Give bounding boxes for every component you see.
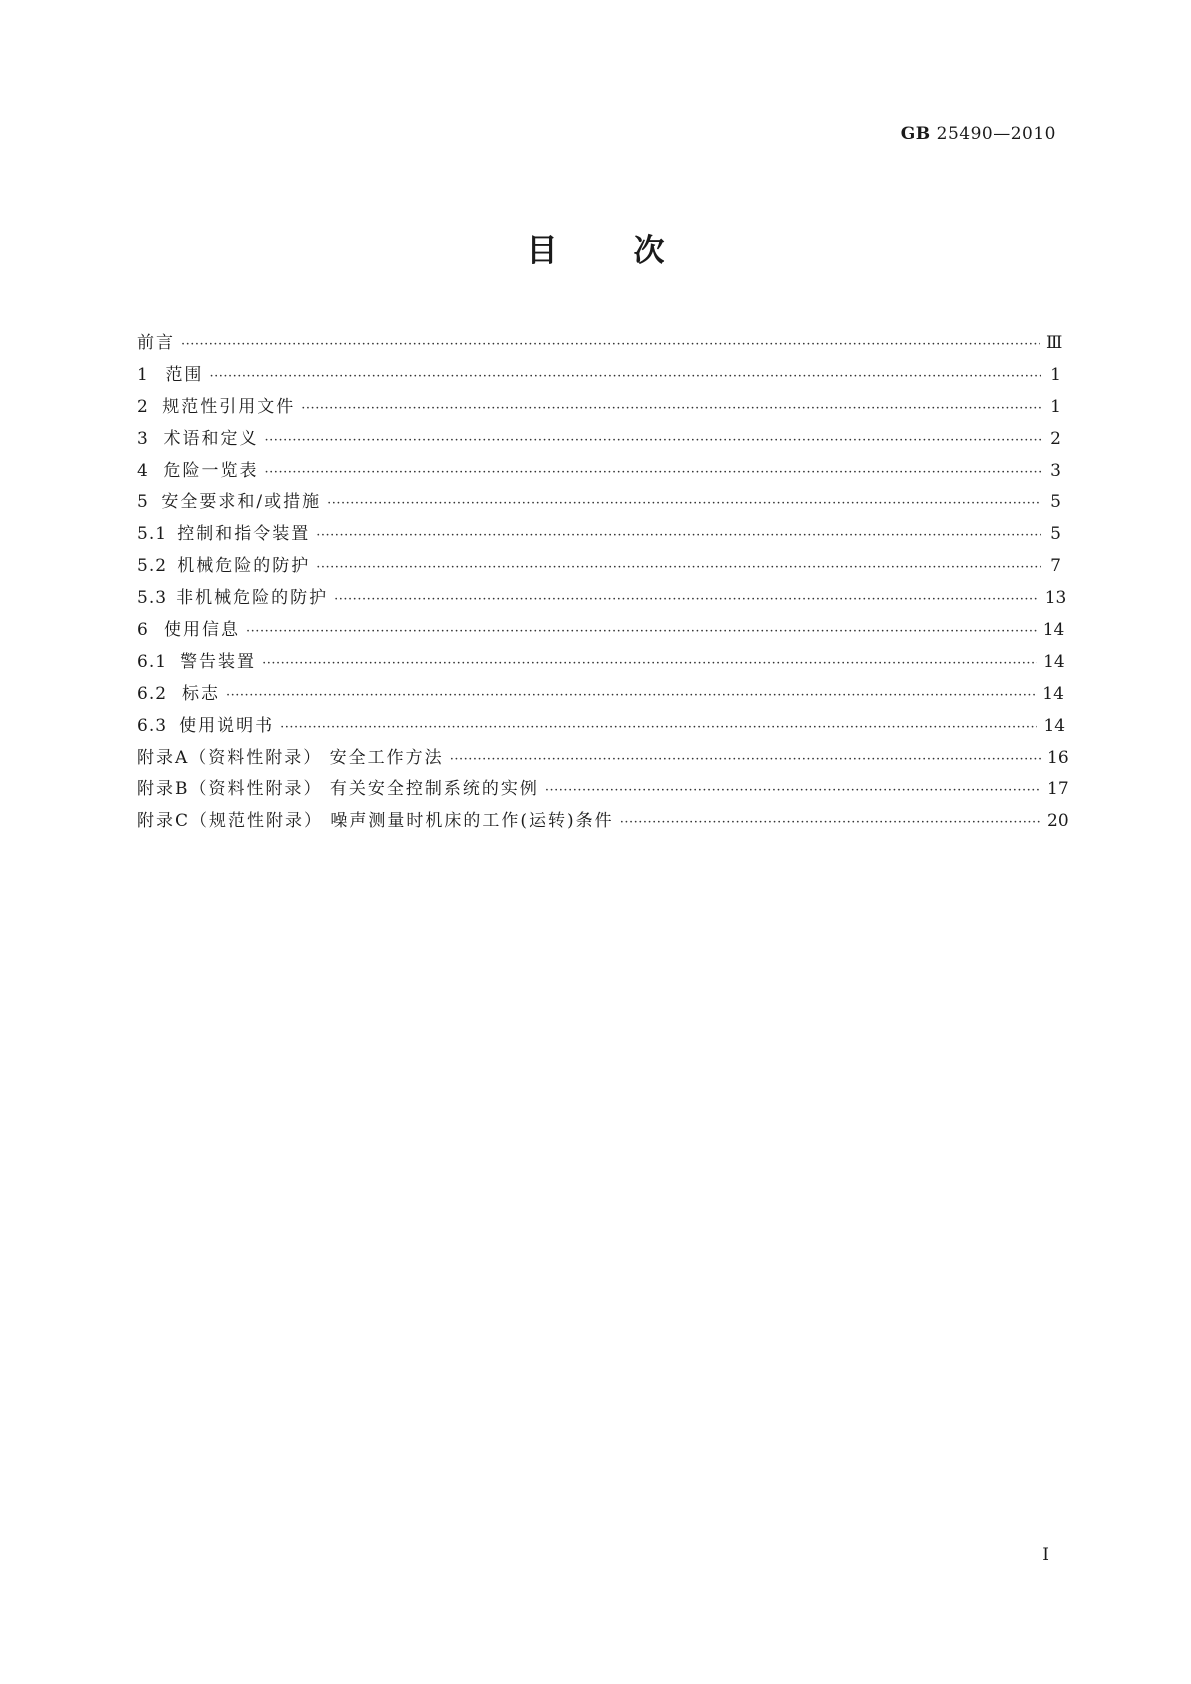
toc-section-number: 6.3 xyxy=(137,715,168,736)
toc-leader-dots xyxy=(226,688,1036,703)
toc-row-annex-c[interactable] xyxy=(137,806,1069,838)
toc-entry-text: 非机械危险的防护 xyxy=(176,588,329,609)
toc-row-6-1[interactable] xyxy=(137,647,1065,679)
toc-leader-dots xyxy=(301,401,1041,416)
toc-section-number: 6 xyxy=(137,620,149,641)
toc-section-number: 2 xyxy=(137,396,149,417)
toc-leader-dots xyxy=(316,528,1041,543)
toc-page-number: 1 xyxy=(1050,396,1061,417)
toc-leader-dots xyxy=(280,720,1037,735)
toc-entry-text: 规范性引用文件 xyxy=(162,396,296,417)
toc-leader-dots xyxy=(262,656,1037,671)
toc-row-5[interactable] xyxy=(137,487,1061,519)
toc-section-number: 5.1 xyxy=(137,524,168,545)
toc-entry-text: 安全要求和/或措施 xyxy=(161,492,322,513)
toc-page-number: 2 xyxy=(1050,428,1061,449)
toc-page-number: 14 xyxy=(1042,683,1064,704)
toc-page-number: 14 xyxy=(1043,715,1066,736)
toc-entry-text: 术语和定义 xyxy=(163,428,259,449)
toc-row-6-2[interactable] xyxy=(137,679,1064,711)
toc-section-number: 6.2 xyxy=(137,683,168,704)
standard-prefix: GB xyxy=(900,124,931,144)
toc-page-number: 17 xyxy=(1047,779,1069,800)
toc-entry-text: 机械危险的防护 xyxy=(177,556,311,577)
toc-page-number: 14 xyxy=(1042,620,1065,641)
page-number: Ⅰ xyxy=(1042,1545,1049,1565)
toc-section-number: 3 xyxy=(137,428,149,449)
toc-leader-dots xyxy=(545,783,1041,798)
toc-section-number: 6.1 xyxy=(137,651,168,672)
toc-leader-dots xyxy=(181,337,1040,352)
toc-entry-text: 范围 xyxy=(165,364,204,385)
toc-row-annex-a[interactable] xyxy=(137,743,1069,775)
toc-row-1[interactable] xyxy=(137,360,1061,392)
toc-page-number: 20 xyxy=(1047,811,1069,832)
toc-row-5-2[interactable] xyxy=(137,551,1061,583)
table-of-contents xyxy=(137,328,1069,838)
toc-section-number: 5.2 xyxy=(137,556,168,577)
toc-entry-text: 控制和指令装置 xyxy=(177,524,311,545)
toc-page-number: 16 xyxy=(1047,747,1069,768)
toc-page-number: 13 xyxy=(1044,588,1067,609)
toc-page-number: 5 xyxy=(1050,492,1061,513)
toc-row-5-1[interactable] xyxy=(137,519,1061,551)
standard-number: 25490—2010 xyxy=(936,124,1056,144)
toc-leader-dots xyxy=(209,369,1041,384)
toc-leader-dots xyxy=(246,624,1037,639)
toc-row-4[interactable] xyxy=(137,456,1061,488)
toc-leader-dots xyxy=(265,433,1041,448)
toc-leader-dots xyxy=(334,592,1039,607)
toc-leader-dots xyxy=(450,752,1041,767)
toc-entry-text: 附录A（资料性附录） 安全工作方法 xyxy=(137,747,444,768)
standard-code xyxy=(901,124,1056,144)
toc-row-6-3[interactable] xyxy=(137,711,1066,743)
toc-section-number: 1 xyxy=(137,364,149,385)
toc-row-5-3[interactable] xyxy=(137,583,1067,615)
page-title: 目次 xyxy=(526,233,741,269)
toc-leader-dots xyxy=(316,560,1041,575)
toc-page-number: 7 xyxy=(1050,556,1061,577)
toc-entry-text: 标志 xyxy=(182,683,221,704)
toc-page-number: Ⅲ xyxy=(1045,333,1063,353)
toc-entry-text: 使用信息 xyxy=(164,620,241,641)
toc-leader-dots xyxy=(327,496,1041,511)
toc-page-number: 1 xyxy=(1050,364,1061,385)
toc-row-6[interactable] xyxy=(137,615,1065,647)
toc-row-3[interactable] xyxy=(137,424,1061,456)
toc-section-number: 5.3 xyxy=(137,588,168,609)
toc-row-annex-b[interactable] xyxy=(137,774,1069,806)
toc-entry-text: 附录C（规范性附录） 噪声测量时机床的工作(运转)条件 xyxy=(137,811,614,832)
toc-section-number: 5 xyxy=(137,492,149,513)
toc-row-2[interactable] xyxy=(137,392,1061,424)
toc-entry-text: 危险一览表 xyxy=(163,460,259,481)
toc-leader-dots xyxy=(265,465,1041,480)
toc-row-foreword[interactable] xyxy=(137,328,1061,360)
toc-page-number: 14 xyxy=(1043,651,1065,672)
toc-section-number: 4 xyxy=(137,460,149,481)
toc-page-number: 3 xyxy=(1050,460,1061,481)
toc-entry-text: 附录B（资料性附录） 有关安全控制系统的实例 xyxy=(137,779,539,800)
toc-entry-text: 前言 xyxy=(137,333,175,353)
toc-entry-text: 使用说明书 xyxy=(179,715,275,736)
toc-page-number: 5 xyxy=(1050,524,1061,545)
toc-leader-dots xyxy=(620,815,1041,830)
toc-entry-text: 警告装置 xyxy=(180,651,257,672)
